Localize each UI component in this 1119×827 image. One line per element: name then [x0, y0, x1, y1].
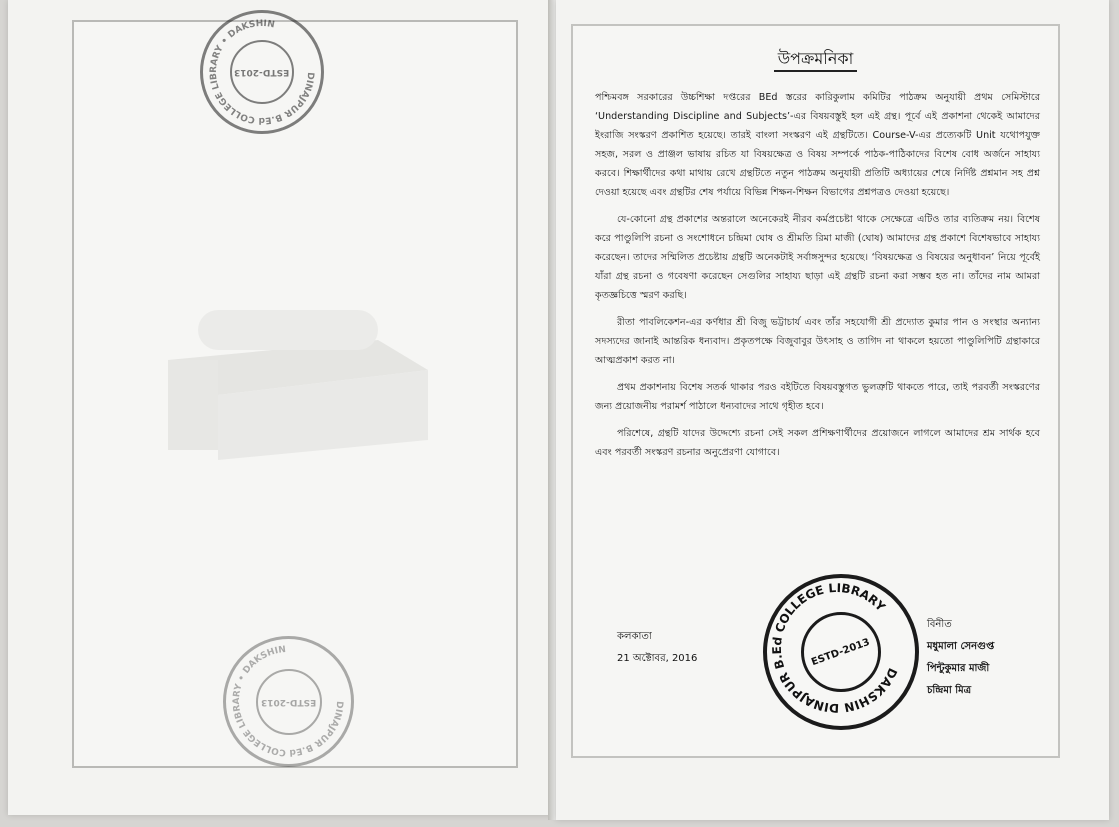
- stamp-center: ESTD-2013: [256, 669, 322, 735]
- library-stamp: [763, 574, 919, 730]
- date: 21 অক্টোবর, 2016: [617, 653, 698, 664]
- place-date: [617, 626, 697, 670]
- page-title: উপক্রমনিকা: [573, 46, 1058, 73]
- books-watermark: [128, 300, 448, 470]
- left-page: [8, 0, 556, 815]
- library-stamp-top: [200, 10, 324, 134]
- author-name: পিন্টুকুমার মাজী: [927, 663, 990, 674]
- preface-body: [595, 88, 1040, 470]
- sign-label: বিনীত: [927, 619, 952, 630]
- paragraph: যে-কোনো গ্রন্থ প্রকাশের অন্তরালে অনেকেরই নীরব কর্মপ্রচেষ্টা থাকে সেক্ষেত্রে এটিও তার ব্যতিক্রম নয়। বিশেষ করে পাণ্ডুলিপি রচনা ও সংশোধনে চন্দ্রিমা ঘোষ ও শ্রীমতি রিমা মাজী (ঘোষ) আমাদের গ্রন্থ প্রকাশে বিশেষভাবে সাহায্য করেছেন। তাদের সম্মিলিত প্রচেষ্টায় গ্রন্থটি অনেকটাই সর্বাঙ্গসুন্দর হয়েছে। ‘বিষয়ক্ষেত্র ও বিষয়ের অনুধাবন’ নিয়ে পূর্বেই যাঁরা গ্রন্থ রচনা ও গবেষণা করেছেন সেগুলির সাহায্য ছাড়া এই গ্রন্থটি রচনা করা সম্ভব হত না। তাঁদের নাম আমরা কৃতজ্ঞচিত্তে স্মরণ করছি।: [595, 214, 1040, 301]
- signatories: [927, 614, 994, 702]
- paragraph: পরিশেষে, গ্রন্থটি যাদের উদ্দেশ্যে রচনা সেই সকল প্রশিক্ষণার্থীদের প্রয়োজনে লাগলে আমাদের শ্রম সার্থক হবে এবং পরবর্তী সংস্করণ রচনার অনুপ্রেরণা যোগাবে।: [595, 428, 1040, 458]
- svg-text:DINAJPUR B.Ed COLLEGE LIBRARY: DINAJPUR B.Ed COLLEGE LIBRARY • DAKSHIN: [231, 644, 345, 758]
- paragraph: রীতা পাবলিকেশন-এর কর্ণধার শ্রী বিজু ভট্টাচার্য এবং তাঁর সহযোগী শ্রী প্রদ্যোত কুমার পান ও সংস্থার অন্যান্য সদস্যদের জানাই আন্তরিক ধন্যবাদ। প্রকৃতপক্ষে বিজুবাবুর উৎসাহ ও তাগিদ না থাকলে হয়তো পাণ্ডুলিপিটি গ্রন্থাকারে আত্মপ্রকাশ করত না।: [595, 317, 1040, 366]
- right-page: [556, 0, 1109, 820]
- place: কলকাতা: [617, 631, 652, 642]
- author-name: চন্দ্রিমা মিত্র: [927, 685, 972, 696]
- right-page-frame: [571, 24, 1060, 758]
- library-stamp-bottom: [223, 636, 354, 767]
- paragraph: প্রথম প্রকাশনায় বিশেষ সতর্ক থাকার পরও বইটিতে বিষয়বস্তুগত ভুলত্রুটি থাকতে পারে, তাই পরবর্তী সংস্করণের জন্য প্রয়োজনীয় পরামর্শ পাঠালে ধন্যবাদের সাথে গৃহীত হবে।: [595, 382, 1040, 412]
- author-name: মধুমালা সেনগুপ্ত: [927, 641, 995, 652]
- paragraph: পশ্চিমবঙ্গ সরকারের উচ্চশিক্ষা দপ্তরের BEd স্তরের কারিকুলাম কমিটির পাঠক্রম অনুযায়ী প্রথম সেমিস্টারে ‘Understanding Discipline and Subjects’-এর বিষয়বস্তুই হল এই গ্রন্থ। পূর্বে এই প্রকাশনা থেকেই আমাদের ইংরাজি সংস্করণ প্রকাশিত হয়েছে। তারই বাংলা সংস্করণ এই গ্রন্থটিতে। Course-V-এর প্রত্যেকটি Unit যথোপযুক্ত সহজ, সরল ও প্রাঞ্জল ভাষায় রচিত যা বিষয়ক্ষেত্র ও বিষয় সম্পর্কে পাঠক-পাঠিকাদের বিশেষ বোধ অর্জনে সাহায্য করবে। শিক্ষার্থীদের কথা মাথায় রেখে গ্রন্থটিতে নতুন পাঠক্রম অনুযায়ী প্রতিটি অধ্যায়ের শেষে নির্দিষ্ট প্রশ্নমান সহ প্রশ্ন দেওয়া হয়েছে এবং গ্রন্থটির শেষ পর্যায়ে বিভিন্ন শিক্ষন-শিক্ষন বিভাগের প্রশ্নপত্রও দেওয়া হয়েছে।: [595, 92, 1040, 198]
- svg-text:DINAJPUR B.Ed COLLEGE LIBRARY: DINAJPUR B.Ed COLLEGE LIBRARY • DAKSHIN: [208, 18, 316, 126]
- stamp-center: ESTD-2013: [801, 612, 881, 692]
- stamp-center: ESTD-2013: [230, 40, 294, 104]
- svg-text:DAKSHIN DINAJPUR B.Ed COLLEGE: DAKSHIN DINAJPUR B.Ed COLLEGE LIBRARY: [769, 580, 900, 716]
